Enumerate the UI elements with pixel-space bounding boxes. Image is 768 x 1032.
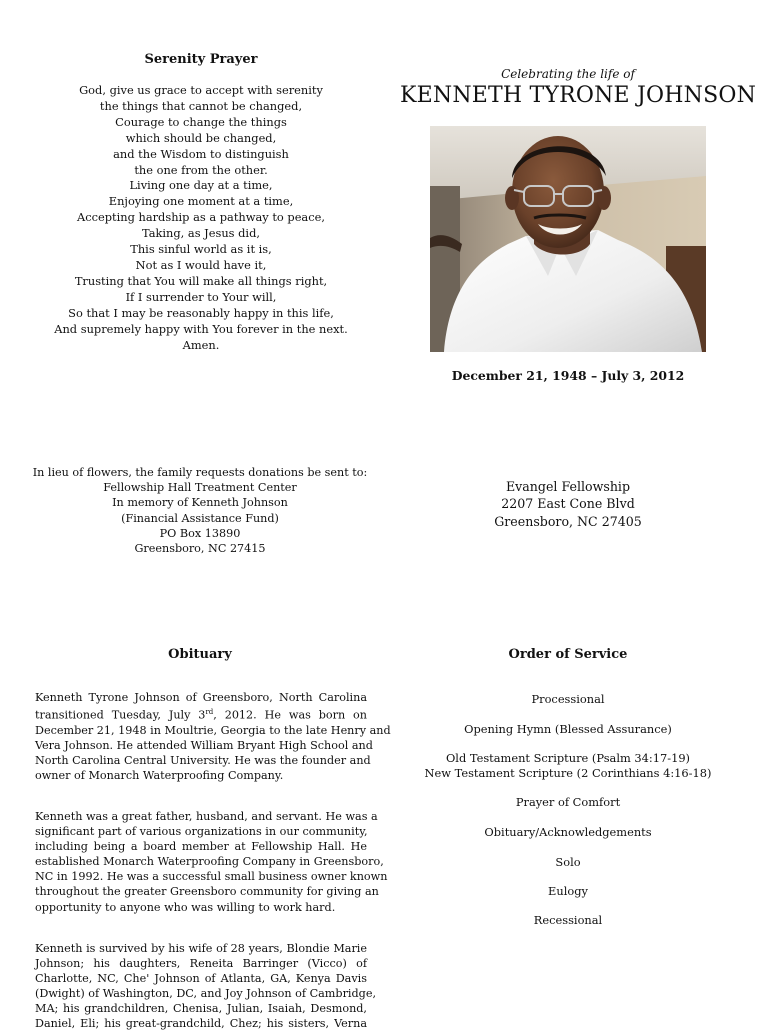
donations-line: (Financial Assistance Fund) bbox=[121, 511, 279, 525]
obituary-line: throughout the greater Greensboro community for giving an bbox=[35, 885, 379, 899]
venue-street: 2207 East Cone Blvd bbox=[501, 496, 635, 512]
obituary-line: North Carolina Central University. He was the founder and bbox=[35, 754, 371, 768]
prayer-line: Courage to change the things bbox=[115, 114, 287, 129]
obituary-line: Kenneth was a great father, husband, and servant. He was a bbox=[35, 810, 378, 823]
obituary-line: (Dwight) of Washington, DC, and Joy Johnson of Cambridge, bbox=[35, 987, 376, 1001]
obituary-title: Obituary bbox=[168, 647, 232, 662]
service-item: Processional bbox=[531, 692, 605, 706]
prayer-line: Amen. bbox=[182, 337, 220, 352]
prayer-line: the things that cannot be changed, bbox=[99, 98, 303, 113]
donations-line: In lieu of flowers, the family requests donations be sent to: bbox=[32, 466, 368, 479]
obituary-line: Kenneth Tyrone Johnson of Greensboro, North Carolina bbox=[35, 691, 367, 704]
service-item: Solo bbox=[555, 855, 581, 869]
obituary-line: significant part of various organizations in our community, bbox=[35, 825, 368, 839]
prayer-line: And supremely happy with You forever in the next. bbox=[54, 321, 348, 336]
obituary-text: , 2012. He was born on bbox=[213, 708, 367, 722]
obituary-line: Vera Johnson. He attended William Bryant High School and bbox=[35, 739, 373, 753]
venue-name: Evangel Fellowship bbox=[505, 479, 631, 494]
obituary-line: including being a board member at Fellowship Hall. He bbox=[35, 840, 367, 854]
obituary-line: NC in 1992. He was a successful small business owner known bbox=[35, 870, 388, 884]
serenity-prayer-title: Serenity Prayer bbox=[144, 52, 258, 67]
obituary-line bbox=[35, 705, 367, 723]
order-of-service-title: Order of Service bbox=[508, 647, 628, 662]
donations-notice bbox=[30, 465, 370, 556]
obituary-line: opportunity to anyone who was willing to work hard. bbox=[35, 900, 336, 914]
obituary-line: Kenneth is survived by his wife of 28 years, Blondie Marie bbox=[35, 942, 367, 955]
service-item: Opening Hymn (Blessed Assurance) bbox=[464, 722, 672, 736]
serenity-prayer-text bbox=[40, 83, 362, 353]
prayer-line: Taking, as Jesus did, bbox=[142, 226, 260, 241]
celebrating-subtitle: Celebrating the life of bbox=[501, 67, 635, 81]
service-item: Recessional bbox=[533, 913, 603, 927]
donations-line: In memory of Kenneth Johnson bbox=[112, 496, 288, 510]
obituary-paragraph bbox=[35, 809, 388, 915]
prayer-line: Not as I would have it, bbox=[135, 257, 267, 272]
prayer-line: Accepting hardship as a pathway to peace, bbox=[77, 210, 325, 225]
obituary-line: Daniel, Eli; his great-grandchild, Chez; his sisters, Verna bbox=[35, 1017, 367, 1031]
prayer-line: Living one day at a time, bbox=[129, 178, 273, 193]
portrait-photo bbox=[430, 126, 706, 352]
service-item: New Testament Scripture (2 Corinthians 4:16-18) bbox=[424, 766, 712, 780]
obituary-line: owner of Monarch Waterproofing Company. bbox=[35, 769, 284, 783]
donations-line: Fellowship Hall Treatment Center bbox=[103, 481, 297, 495]
venue-city: Greensboro, NC 27405 bbox=[494, 513, 642, 529]
obituary-line: MA; his grandchildren, Chenisa, Julian, Isaiah, Desmond, bbox=[35, 1002, 367, 1016]
venue-address bbox=[420, 478, 716, 530]
prayer-line: which should be changed, bbox=[125, 130, 277, 145]
donations-line: Greensboro, NC 27415 bbox=[134, 542, 266, 556]
obituary-paragraph bbox=[35, 690, 391, 783]
obituary-line: December 21, 1948 in Moultrie, Georgia to the late Henry and bbox=[35, 723, 391, 737]
deceased-name: KENNETH TYRONE JOHNSON bbox=[400, 83, 757, 108]
prayer-line: God, give us grace to accept with serenity bbox=[79, 83, 323, 97]
prayer-line: So that I may be reasonably happy in this life, bbox=[68, 305, 334, 320]
service-item: Prayer of Comfort bbox=[515, 795, 621, 809]
obituary-text: transitioned Tuesday, July 3 bbox=[35, 708, 206, 722]
obituary-line: established Monarch Waterproofing Company in Greensboro, bbox=[35, 855, 384, 869]
service-item: Obituary/Acknowledgements bbox=[484, 825, 652, 839]
obituary-line: Johnson; his daughters, Reneita Barringer (Vicco) of bbox=[35, 957, 367, 971]
prayer-line: and the Wisdom to distinguish bbox=[113, 146, 289, 161]
service-item: Eulogy bbox=[548, 884, 588, 898]
obituary-line: Charlotte, NC, Che' Johnson of Atlanta, GA, Kenya Davis bbox=[35, 972, 367, 986]
ordinal-suffix: rd bbox=[205, 708, 214, 717]
prayer-line: Enjoying one moment at a time, bbox=[108, 194, 294, 209]
obituary-paragraph bbox=[35, 941, 376, 1032]
prayer-line: If I surrender to Your will, bbox=[125, 289, 277, 304]
life-dates: December 21, 1948 – July 3, 2012 bbox=[451, 368, 685, 383]
prayer-line: the one from the other. bbox=[134, 162, 268, 177]
prayer-line: This sinful world as it is, bbox=[130, 242, 272, 257]
service-item: Old Testament Scripture (Psalm 34:17-19) bbox=[445, 751, 691, 765]
donations-line: PO Box 13890 bbox=[159, 526, 241, 540]
prayer-line: Trusting that You will make all things right, bbox=[74, 273, 328, 288]
